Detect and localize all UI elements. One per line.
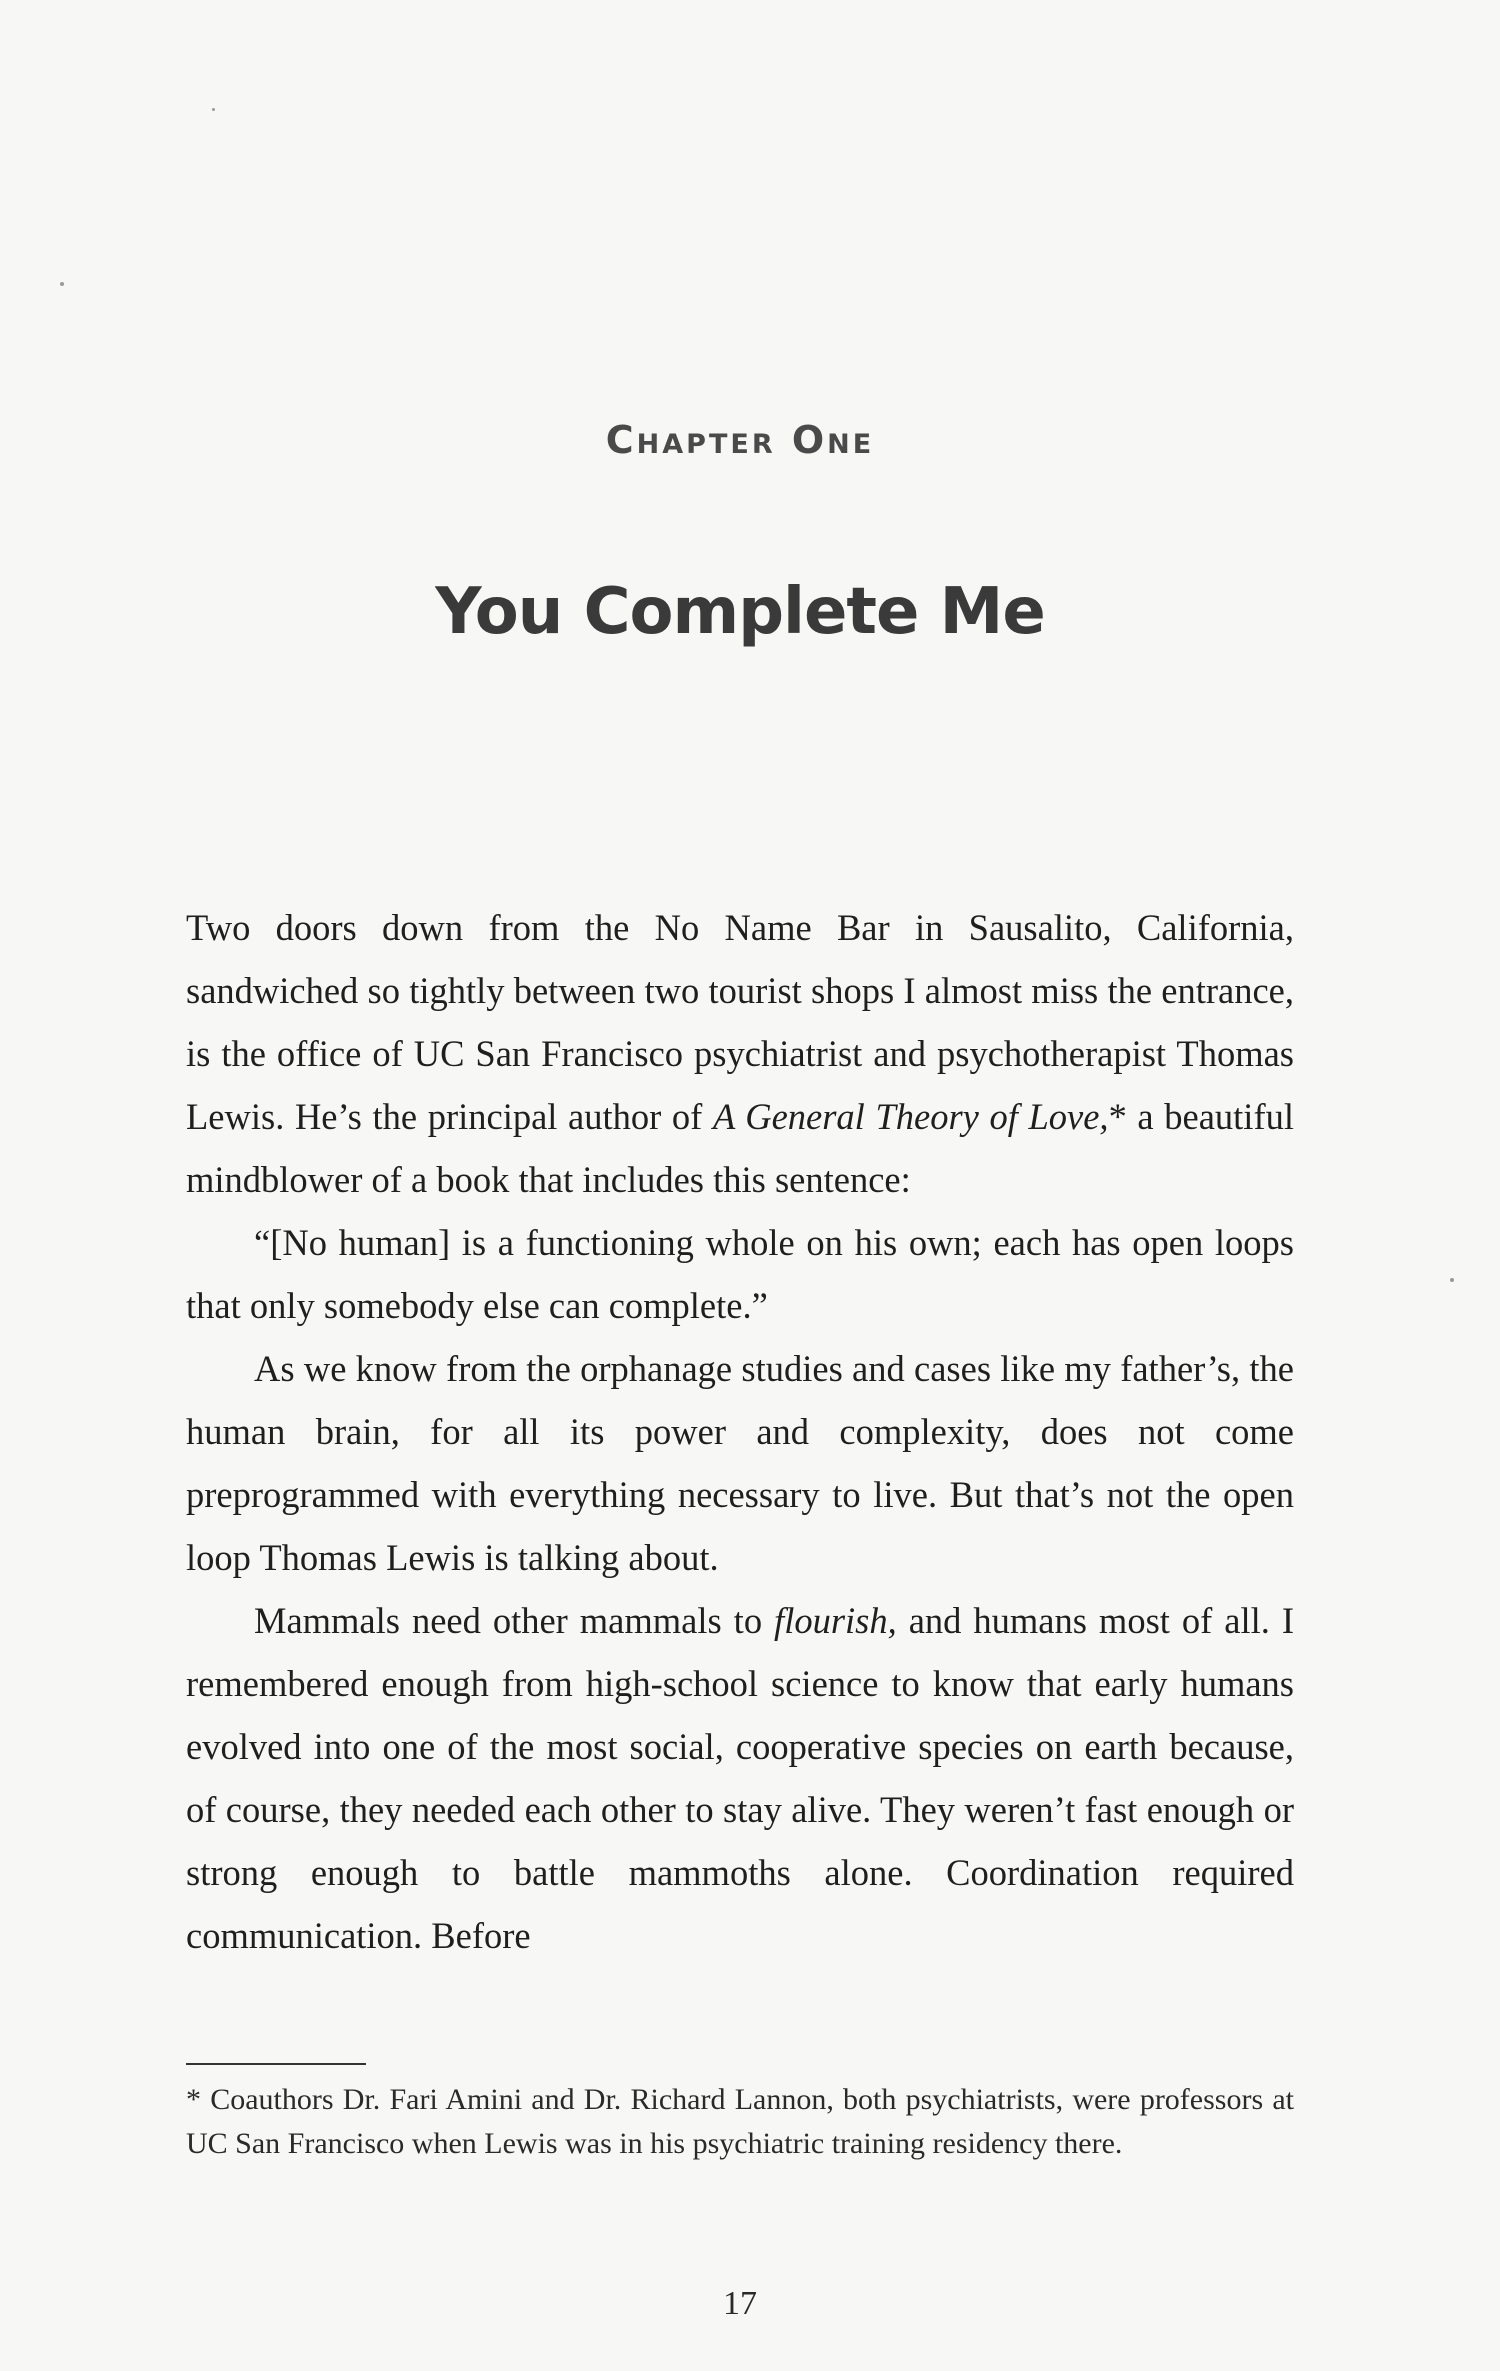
scan-speck <box>212 108 215 111</box>
body-paragraph <box>186 1337 1294 1589</box>
body-paragraph <box>186 1589 1294 1967</box>
paragraph-text: * a beautiful mindblower of a book that includes this sentence: <box>186 1096 1294 1200</box>
chapter-body-text <box>186 896 1294 1967</box>
paragraph-text: “[No human] is a functioning whole on his own; each has open loops that only somebody else can complete.” <box>186 1222 1294 1326</box>
body-paragraph <box>186 1211 1294 1337</box>
body-paragraph <box>186 896 1294 1211</box>
italic-text: flourish, <box>774 1600 897 1641</box>
chapter-title: You Complete Me <box>435 575 1045 649</box>
paragraph-text: Two doors down from the No Name Bar in Sausalito, California, sandwiched so tightly between two tourist shops I almost miss the entrance, is the office of UC San Francisco psychiatrist and psychotherapist Thomas Lewis. He’s the principal author of <box>186 907 1294 1137</box>
scan-speck <box>1450 1278 1454 1282</box>
page-number: 17 <box>723 2285 757 2322</box>
footnote-divider <box>186 2063 366 2065</box>
scan-speck <box>60 282 64 286</box>
chapter-label: Chapter One <box>605 418 875 462</box>
italic-text: A General Theory of Love, <box>712 1096 1109 1137</box>
paragraph-text: As we know from the orphanage studies and cases like my father’s, the human brain, for all its power and complexity, does not come preprogrammed with everything necessary to live. But that’s not the open loop Thomas Lewis is talking about. <box>186 1348 1294 1578</box>
footnote: * Coauthors Dr. Fari Amini and Dr. Richard Lannon, both psychiatrists, were professors at UC San Francisco when Lewis was in his psychiatric training residency there. <box>186 2083 1294 2160</box>
paragraph-text: and humans most of all. I remembered enough from high-school science to know that early humans evolved into one of the most social, cooperative species on earth because, of course, they needed each other to stay alive. They weren’t fast enough or strong enough to battle mammoths alone. Coordination required communication. Before <box>186 1600 1294 1956</box>
paragraph-text: Mammals need other mammals to <box>254 1600 775 1641</box>
